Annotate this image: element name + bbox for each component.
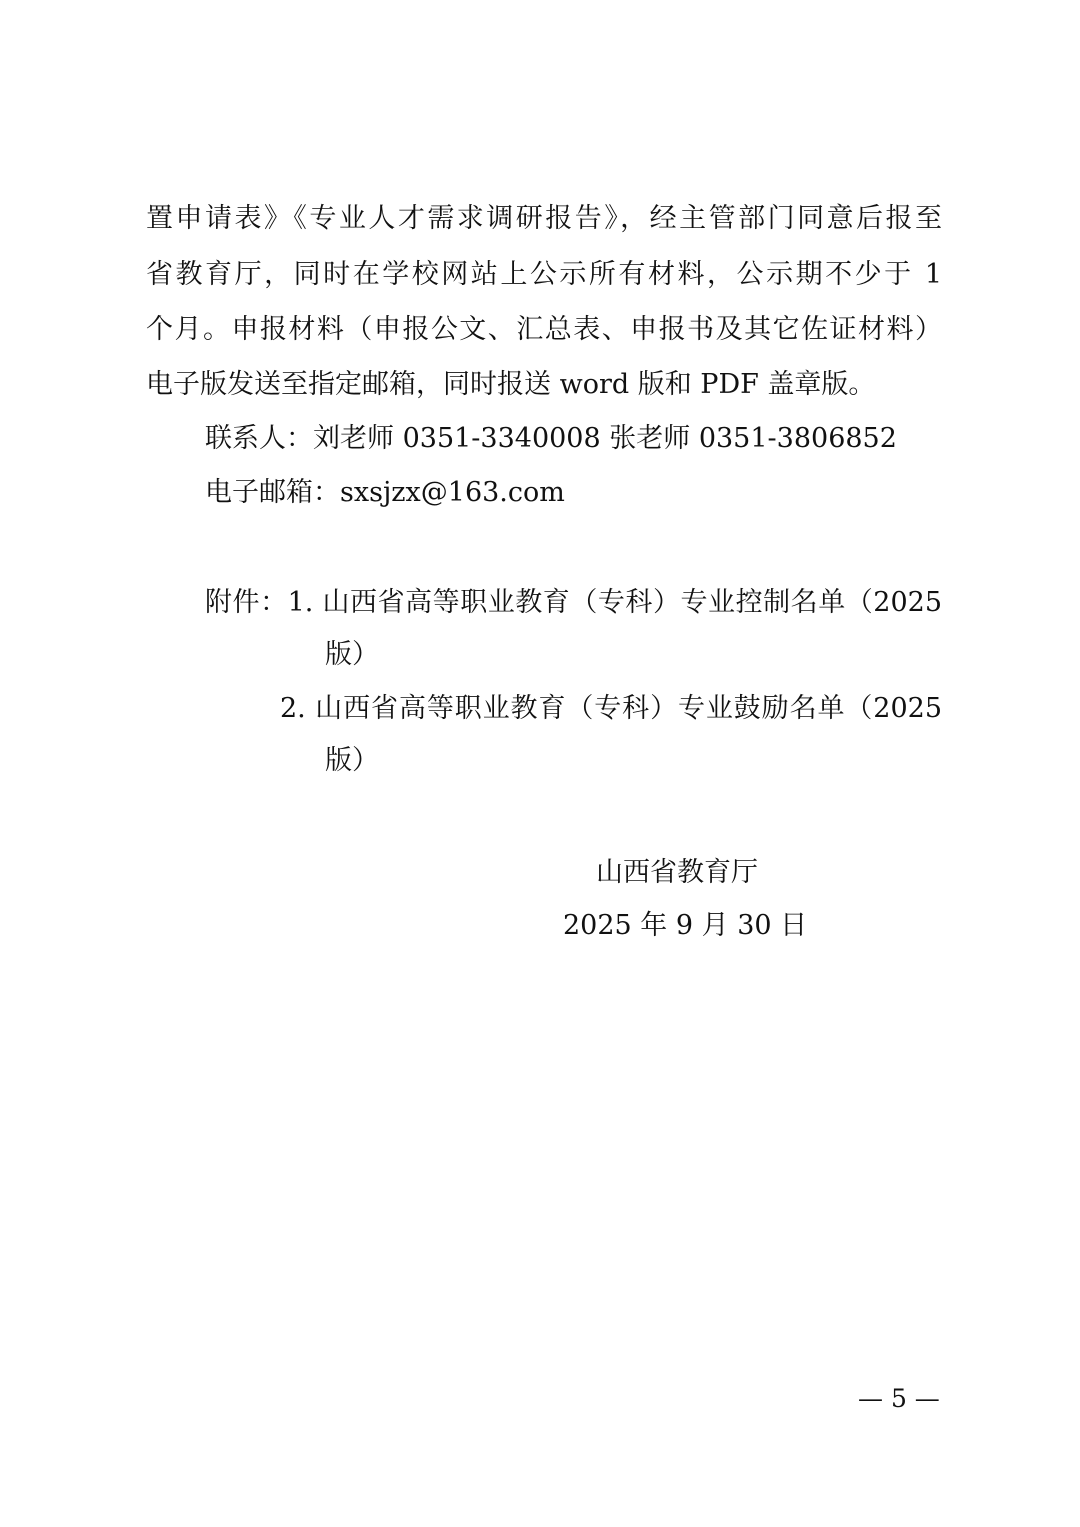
body-line-1: 置申请表》《专业人才需求调研报告》，经主管部门同意后报至 bbox=[146, 203, 942, 234]
signature-organization: 山西省教育厅 bbox=[596, 857, 758, 888]
attachment-2-line-1: 2. 山西省高等职业教育（专科）专业鼓励名单（2025 bbox=[280, 693, 942, 724]
page-number: — 5 — bbox=[858, 1384, 940, 1413]
body-line-2: 省教育厅，同时在学校网站上公示所有材料，公示期不少于 1 bbox=[146, 259, 942, 290]
signature-date: 2025 年 9 月 30 日 bbox=[563, 910, 808, 941]
body-line-4: 电子版发送至指定邮箱，同时报送 word 版和 PDF 盖章版。 bbox=[146, 369, 876, 400]
body-line-3: 个月。申报材料（申报公文、汇总表、申报书及其它佐证材料） bbox=[146, 314, 942, 345]
attachment-1-line-2: 版） bbox=[325, 639, 379, 670]
email-line: 电子邮箱：sxsjzx@163.com bbox=[205, 477, 565, 508]
attachment-2-line-2: 版） bbox=[325, 745, 379, 776]
contact-line: 联系人：刘老师 0351-3340008 张老师 0351-3806852 bbox=[205, 423, 897, 454]
attachment-1-line-1: 附件：1. 山西省高等职业教育（专科）专业控制名单（2025 bbox=[205, 587, 942, 618]
